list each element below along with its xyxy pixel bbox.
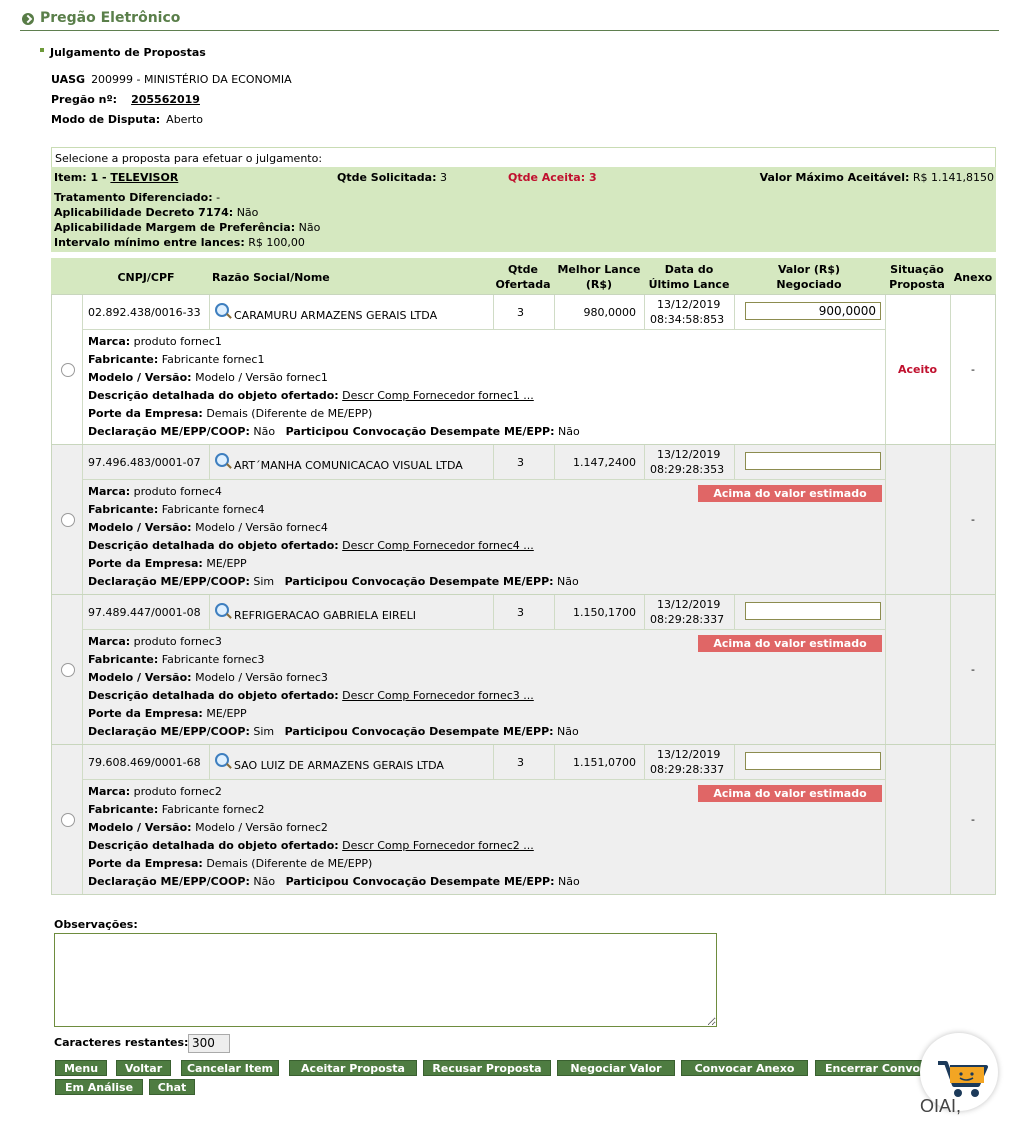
modelo-line: Modelo / Versão: Modelo / Versão fornec4 (88, 521, 328, 534)
cancelar-item-button[interactable]: Cancelar Item (181, 1060, 279, 1076)
data-cell: 13/12/2019 (657, 598, 721, 611)
fabricante-line: Fabricante: Fabricante fornec1 (88, 353, 265, 366)
cnpj-cell: 02.892.438/0016-33 (88, 306, 201, 319)
magnifier-icon[interactable] (215, 753, 229, 767)
em-analise-button[interactable]: Em Análise (55, 1079, 143, 1095)
valor-negociado-input[interactable] (745, 302, 881, 320)
anexo-cell: - (971, 363, 975, 376)
descricao-link[interactable]: Descr Comp Fornecedor fornec4 ... (342, 539, 534, 552)
section-title: Julgamento de Propostas (40, 46, 206, 59)
header-situacao: Situação Proposta (889, 263, 945, 291)
qtde-cell: 3 (517, 756, 524, 769)
data-cell: 13/12/2019 (657, 748, 721, 761)
razao-cell: CARAMURU ARMAZENS GERAIS LTDA (234, 309, 438, 322)
descricao-line: Descrição detalhada do objeto ofertado: Descr Comp Fornecedor fornec4 ... (88, 539, 534, 552)
descricao-line: Descrição detalhada do objeto ofertado: Descr Comp Fornecedor fornec3 ... (88, 689, 534, 702)
valor-negociado-input[interactable] (745, 452, 881, 470)
warning-badge: Acima do valor estimado (698, 785, 882, 802)
fabricante-line: Fabricante: Fabricante fornec2 (88, 803, 265, 816)
marca-line: Marca: produto fornec2 (88, 785, 222, 798)
chat-button[interactable]: Chat (149, 1079, 195, 1095)
margem: Aplicabilidade Margem de Preferência: Não (54, 221, 321, 234)
qtde-aceita: Qtde Aceita: 3 (508, 171, 597, 184)
table-header (51, 258, 996, 294)
select-proposal-radio[interactable] (61, 513, 75, 527)
melhor-lance-cell: 1.151,0700 (573, 756, 636, 769)
situacao-status: Aceito (898, 363, 938, 376)
menu-button[interactable]: Menu (55, 1060, 107, 1076)
razao-cell: REFRIGERACAO GABRIELA EIRELI (234, 609, 416, 622)
uasg-line: UASG 200999 - MINISTÉRIO DA ECONOMIA (51, 73, 292, 86)
intervalo: Intervalo mínimo entre lances: R$ 100,00 (54, 236, 305, 249)
assistant-greeting: OIAI, (920, 1096, 962, 1116)
convocar-anexo-button[interactable]: Convocar Anexo (681, 1060, 808, 1076)
porte-line: Porte da Empresa: ME/EPP (88, 557, 247, 570)
arrow-right-icon (22, 13, 34, 25)
warning-badge: Acima do valor estimado (698, 635, 882, 652)
data-cell: 13/12/2019 (657, 448, 721, 461)
descricao-link[interactable]: Descr Comp Fornecedor fornec1 ... (342, 389, 534, 402)
declaracao-line: Declaração ME/EPP/COOP: Sim Participou Convocação Desempate ME/EPP: Não (88, 575, 579, 588)
porte-line: Porte da Empresa: Demais (Diferente de ME/EPP) (88, 857, 373, 870)
observacoes-label: Observações: (54, 918, 138, 931)
proposal-row (51, 594, 996, 745)
valor-negociado-input[interactable] (745, 602, 881, 620)
descricao-line: Descrição detalhada do objeto ofertado: Descr Comp Fornecedor fornec2 ... (88, 839, 534, 852)
aceitar-proposta-button[interactable]: Aceitar Proposta (289, 1060, 417, 1076)
anexo-cell: - (971, 513, 975, 526)
modelo-line: Modelo / Versão: Modelo / Versão fornec1 (88, 371, 328, 384)
razao-cell: SAO LUIZ DE ARMAZENS GERAIS LTDA (234, 759, 444, 772)
magnifier-icon[interactable] (215, 303, 229, 317)
item-summary (51, 167, 996, 252)
modelo-line: Modelo / Versão: Modelo / Versão fornec3 (88, 671, 328, 684)
anexo-cell: - (971, 813, 975, 826)
select-proposal-radio[interactable] (61, 813, 75, 827)
proposal-row (51, 744, 996, 895)
razao-cell: ART´MANHA COMUNICACAO VISUAL LTDA (234, 459, 463, 472)
pregao-link[interactable]: 205562019 (131, 93, 200, 106)
modelo-line: Modelo / Versão: Modelo / Versão fornec2 (88, 821, 328, 834)
header-cnpj: CNPJ/CPF (117, 271, 175, 284)
hora-cell: 08:29:28:337 (650, 763, 725, 776)
header-data: Data do Último Lance (648, 263, 730, 291)
declaracao-line: Declaração ME/EPP/COOP: Não Participou Convocação Desempate ME/EPP: Não (88, 425, 580, 438)
hora-cell: 08:29:28:337 (650, 613, 725, 626)
declaracao-line: Declaração ME/EPP/COOP: Não Participou Convocação Desempate ME/EPP: Não (88, 875, 580, 888)
modo-line: Modo de Disputa: Aberto (51, 113, 204, 126)
pregao-line: Pregão nº: 205562019 (51, 93, 200, 106)
melhor-lance-cell: 980,0000 (583, 306, 636, 319)
magnifier-icon[interactable] (215, 603, 229, 617)
header-anexo: Anexo (953, 271, 993, 284)
header-qtde: Qtde Ofertada (495, 263, 551, 291)
fabricante-line: Fabricante: Fabricante fornec4 (88, 503, 265, 516)
item-name-link[interactable]: TELEVISOR (110, 171, 179, 184)
voltar-button[interactable]: Voltar (116, 1060, 171, 1076)
valor-negociado-input[interactable] (745, 752, 881, 770)
encerrar-convocacao-button[interactable]: Encerrar Convo (815, 1060, 925, 1076)
declaracao-line: Declaração ME/EPP/COOP: Sim Participou Convocação Desempate ME/EPP: Não (88, 725, 579, 738)
caracteres-label: Caracteres restantes: (54, 1036, 189, 1049)
porte-line: Porte da Empresa: ME/EPP (88, 707, 247, 720)
caracteres-restantes-field: 300 (188, 1034, 230, 1053)
hora-cell: 08:29:28:353 (650, 463, 725, 476)
header-valor: Valor (R$) Negociado (776, 263, 842, 291)
qtde-solicitada: Qtde Solicitada: 3 (337, 171, 447, 184)
tratamento: Tratamento Diferenciado: - (54, 191, 221, 204)
proposal-row (51, 444, 996, 595)
header-melhor: Melhor Lance (R$) (557, 263, 641, 291)
decreto: Aplicabilidade Decreto 7174: Não (54, 206, 259, 219)
warning-badge: Acima do valor estimado (698, 485, 882, 502)
page-title: Pregão Eletrônico (40, 10, 181, 26)
select-proposal-radio[interactable] (61, 363, 75, 377)
hora-cell: 08:34:58:853 (650, 313, 725, 326)
qtde-cell: 3 (517, 456, 524, 469)
header-razao: Razão Social/Nome (212, 271, 330, 284)
cnpj-cell: 79.608.469/0001-68 (88, 756, 201, 769)
melhor-lance-cell: 1.150,1700 (573, 606, 636, 619)
marca-line: Marca: produto fornec4 (88, 485, 222, 498)
bullet-icon (40, 48, 44, 52)
magnifier-icon[interactable] (215, 453, 229, 467)
select-proposal-radio[interactable] (61, 663, 75, 677)
page-title-bar (20, 10, 999, 31)
cnpj-cell: 97.489.447/0001-08 (88, 606, 201, 619)
observacoes-textarea[interactable] (54, 933, 717, 1027)
item-label: Item: 1 - TELEVISOR (54, 171, 179, 184)
anexo-cell: - (971, 663, 975, 676)
fabricante-line: Fabricante: Fabricante fornec3 (88, 653, 265, 666)
recusar-proposta-button[interactable]: Recusar Proposta (423, 1060, 551, 1076)
select-prompt-box: Selecione a proposta para efetuar o julgamento: (51, 147, 996, 168)
valor-maximo: Valor Máximo Aceitável: R$ 1.141,8150 (759, 171, 994, 184)
descricao-link[interactable]: Descr Comp Fornecedor fornec2 ... (342, 839, 534, 852)
proposal-row (51, 294, 996, 445)
cnpj-cell: 97.496.483/0001-07 (88, 456, 201, 469)
porte-line: Porte da Empresa: Demais (Diferente de ME/EPP) (88, 407, 373, 420)
negociar-valor-button[interactable]: Negociar Valor (557, 1060, 675, 1076)
descricao-link[interactable]: Descr Comp Fornecedor fornec3 ... (342, 689, 534, 702)
data-cell: 13/12/2019 (657, 298, 721, 311)
qtde-cell: 3 (517, 306, 524, 319)
marca-line: Marca: produto fornec1 (88, 335, 222, 348)
descricao-line: Descrição detalhada do objeto ofertado: Descr Comp Fornecedor fornec1 ... (88, 389, 534, 402)
melhor-lance-cell: 1.147,2400 (573, 456, 636, 469)
marca-line: Marca: produto fornec3 (88, 635, 222, 648)
qtde-cell: 3 (517, 606, 524, 619)
